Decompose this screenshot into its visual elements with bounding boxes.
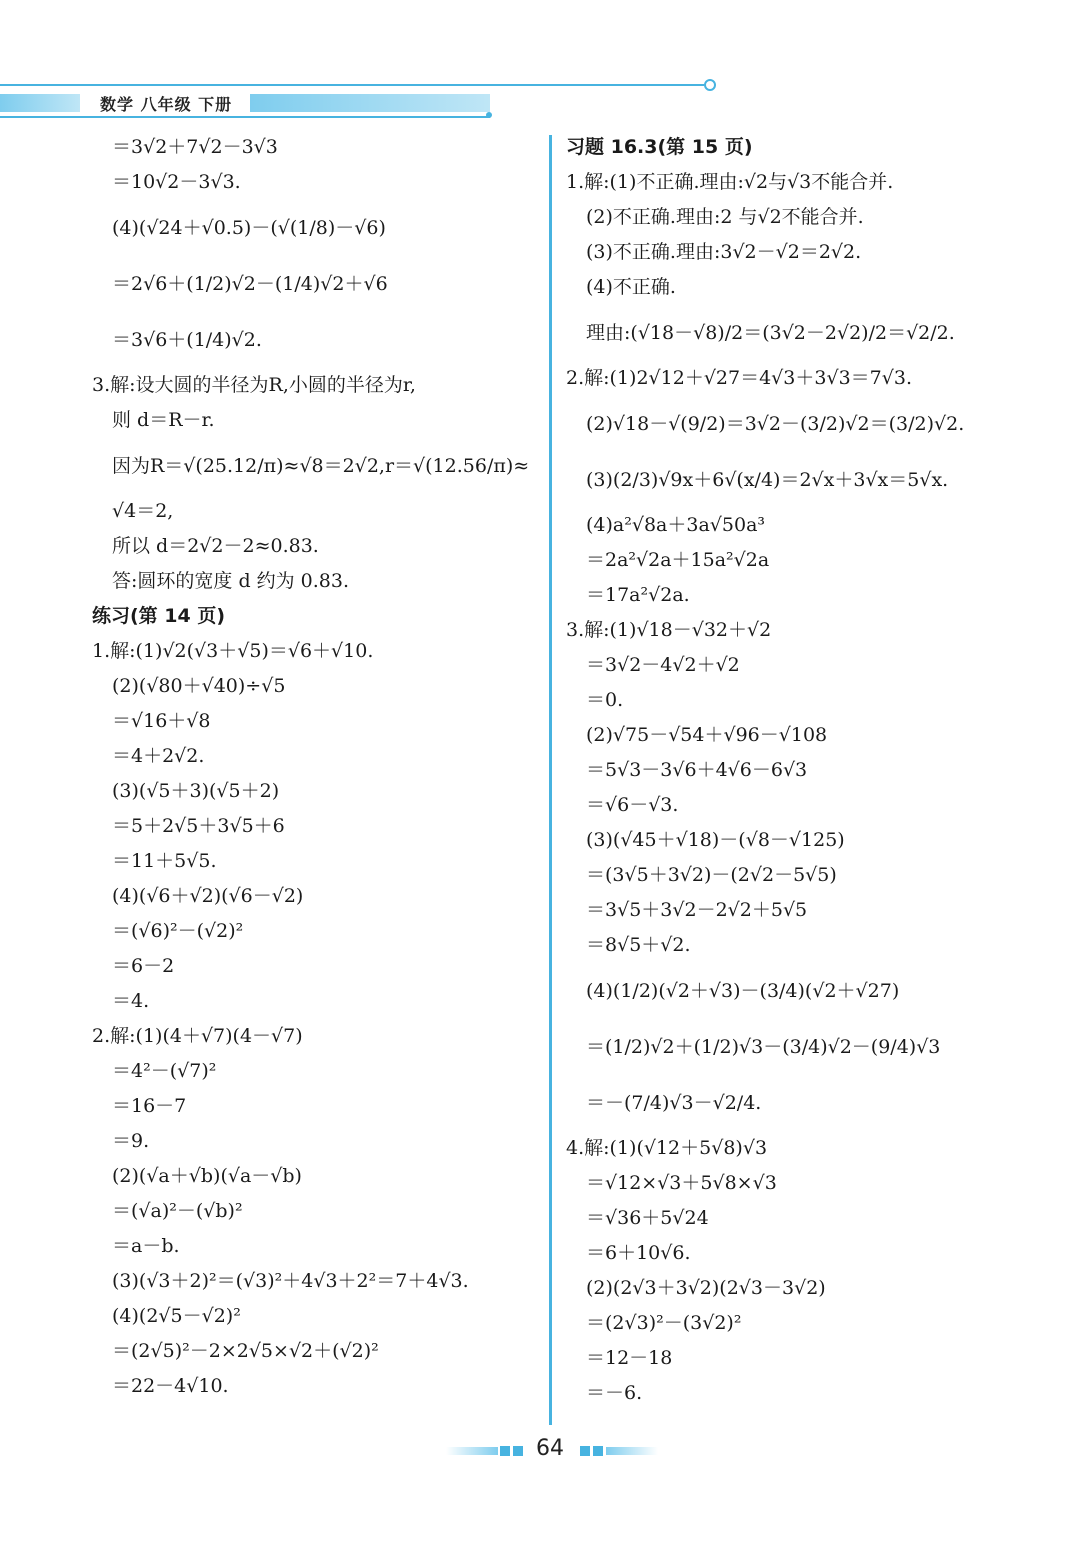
left-line-31: (3)(√3＋2)²＝(√3)²＋4√3＋2²＝7＋4√3. [112, 1270, 469, 1292]
right-line-19: (3)(√45＋√18)－(√8－√125) [586, 829, 845, 851]
left-line-11: 答:圆环的宽度 d 约为 0.83. [112, 570, 350, 592]
left-line-14: (2)(√80＋√40)÷√5 [112, 675, 286, 697]
section-title-practice: 练习(第 14 页) [92, 605, 226, 627]
right-line-5: (4)不正确. [586, 276, 676, 298]
left-line-24: 2.解:(1)(4＋√7)(4－√7) [92, 1025, 303, 1047]
header-top-rule [0, 84, 704, 86]
right-line-4: (3)不正确.理由:3√2－√2＝2√2. [586, 241, 862, 263]
footer-square [580, 1446, 590, 1456]
left-line-27: ＝9. [112, 1130, 150, 1152]
header-bar-left [0, 94, 80, 112]
left-line-5: ＝3√6＋(1/4)√2. [112, 329, 262, 351]
footer-square [513, 1446, 523, 1456]
left-line-32: (4)(2√5－√2)² [112, 1305, 241, 1327]
right-line-10: (4)a²√8a＋3a√50a³ [586, 514, 766, 536]
right-line-30: (2)(2√3＋3√2)(2√3－3√2) [586, 1277, 826, 1299]
left-line-6: 3.解:设大圆的半径为R,小圆的半径为r, [92, 374, 416, 396]
left-line-29: ＝(√a)²－(√b)² [112, 1200, 243, 1222]
right-line-17: ＝5√3－3√6＋4√6－6√3 [586, 759, 808, 781]
left-line-34: ＝22－4√10. [112, 1375, 229, 1397]
footer-bar-left [446, 1447, 498, 1455]
left-line-7: 则 d＝R－r. [112, 409, 215, 431]
right-line-2: 1.解:(1)不正确.理由:√2与√3不能合并. [566, 171, 894, 193]
right-line-15: ＝0. [586, 689, 624, 711]
left-line-26: ＝16－7 [112, 1095, 187, 1117]
right-line-29: ＝6＋10√6. [586, 1242, 691, 1264]
left-line-9: √4＝2, [112, 500, 174, 522]
left-line-4: ＝2√6＋(1/2)√2－(1/4)√2＋√6 [112, 273, 388, 295]
left-line-33: ＝(2√5)²－2×2√5×√2＋(√2)² [112, 1340, 379, 1362]
page-number: 64 [536, 1436, 564, 1461]
header-bottom-rule [0, 116, 490, 118]
right-line-31: ＝(2√3)²－(3√2)² [586, 1312, 742, 1334]
right-line-6: 理由:(√18－√8)/2＝(3√2－2√2)/2＝√2/2. [586, 322, 955, 344]
right-line-26: 4.解:(1)(√12＋5√8)√3 [566, 1137, 768, 1159]
left-line-18: ＝5＋2√5＋3√5＋6 [112, 815, 285, 837]
right-column [566, 130, 1046, 1411]
left-line-22: ＝6－2 [112, 955, 175, 977]
column-divider [549, 135, 552, 1425]
left-line-10: 所以 d＝2√2－2≈0.83. [112, 535, 319, 557]
right-line-32: ＝12－18 [586, 1347, 673, 1369]
left-line-1: ＝3√2＋7√2－3√3 [112, 136, 278, 158]
left-line-23: ＝4. [112, 990, 150, 1012]
left-line-8: 因为R＝√(25.12/π)≈√8＝2√2,r＝√(12.56/π)≈ [112, 455, 530, 477]
left-column [92, 130, 542, 1404]
page-footer [0, 1436, 1080, 1466]
left-line-15: ＝√16＋√8 [112, 710, 211, 732]
left-line-3: (4)(√24＋√0.5)－(√(1/8)－√6) [112, 217, 386, 239]
right-line-12: ＝17a²√2a. [586, 584, 690, 606]
right-line-3: (2)不正确.理由:2 与√2不能合并. [586, 206, 864, 228]
right-line-9: (3)(2/3)√9x＋6√(x/4)＝2√x＋3√x＝5√x. [586, 469, 949, 491]
right-line-14: ＝3√2－4√2＋√2 [586, 654, 740, 676]
right-line-33: ＝－6. [586, 1382, 643, 1404]
footer-square [593, 1446, 603, 1456]
header-bar-right [250, 94, 490, 112]
header-bottom-dot [486, 112, 492, 118]
left-line-13: 1.解:(1)√2(√3＋√5)＝√6＋√10. [92, 640, 374, 662]
right-line-11: ＝2a²√2a＋15a²√2a [586, 549, 770, 571]
right-line-21: ＝3√5＋3√2－2√2＋5√5 [586, 899, 808, 921]
right-line-27: ＝√12×√3＋5√8×√3 [586, 1172, 777, 1194]
right-line-25: ＝－(7/4)√3－√2/4. [586, 1092, 762, 1114]
left-line-16: ＝4＋2√2. [112, 745, 205, 767]
left-line-21: ＝(√6)²－(√2)² [112, 920, 244, 942]
right-line-8: (2)√18－√(9/2)＝3√2－(3/2)√2＝(3/2)√2. [586, 413, 965, 435]
footer-square [500, 1446, 510, 1456]
right-line-7: 2.解:(1)2√12＋√27＝4√3＋3√3＝7√3. [566, 367, 912, 389]
section-title-exercises: 习题 16.3(第 15 页) [566, 136, 753, 158]
book-title: 数学 八年级 下册 [92, 92, 240, 115]
left-line-28: (2)(√a＋√b)(√a－√b) [112, 1165, 302, 1187]
right-line-23: (4)(1/2)(√2＋√3)－(3/4)(√2＋√27) [586, 980, 900, 1002]
right-line-20: ＝(3√5＋3√2)－(2√2－5√5) [586, 864, 837, 886]
right-line-22: ＝8√5＋√2. [586, 934, 691, 956]
right-line-24: ＝(1/2)√2＋(1/2)√3－(3/4)√2－(9/4)√3 [586, 1036, 941, 1058]
left-line-19: ＝11＋5√5. [112, 850, 217, 872]
left-line-17: (3)(√5＋3)(√5＋2) [112, 780, 280, 802]
left-line-20: (4)(√6＋√2)(√6－√2) [112, 885, 304, 907]
footer-bar-right [606, 1447, 658, 1455]
right-line-13: 3.解:(1)√18－√32＋√2 [566, 619, 772, 641]
right-line-28: ＝√36＋5√24 [586, 1207, 709, 1229]
right-line-18: ＝√6－√3. [586, 794, 679, 816]
left-line-30: ＝a－b. [112, 1235, 180, 1257]
page-header [0, 78, 720, 128]
left-line-25: ＝4²－(√7)² [112, 1060, 217, 1082]
right-line-16: (2)√75－√54＋√96－√108 [586, 724, 828, 746]
left-line-2: ＝10√2－3√3. [112, 171, 241, 193]
header-rule-end-dot [704, 79, 716, 91]
